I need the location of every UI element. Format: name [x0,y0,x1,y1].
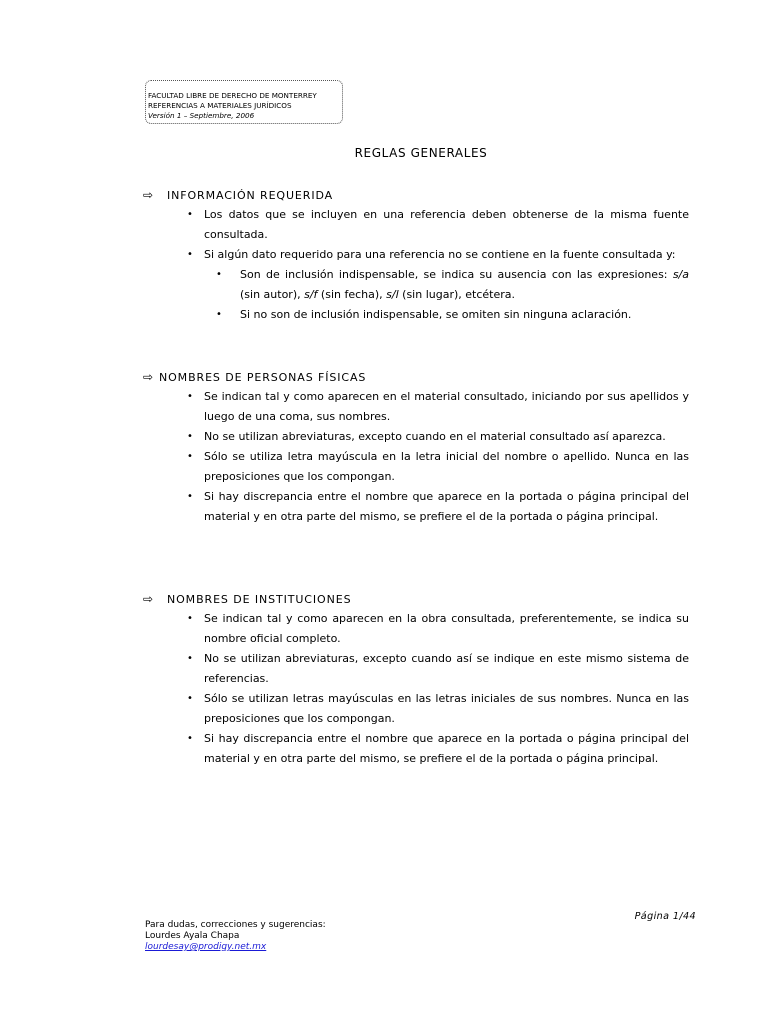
list-item: • Se indican tal y como aparecen en el material consultado, iniciando por sus apellidos y luego de una coma, sus nombres. [143,387,689,427]
list-item: • Si algún dato requerido para una referencia no se contiene en la fuente consultada y: [143,245,689,265]
list-item: • Los datos que se incluyen en una referencia deben obtenerse de la misma fuente consultada. [143,205,689,245]
page-title: REGLAS GENERALES [354,146,488,160]
sub-item-text: (sin autor), [240,288,305,301]
header-subject: REFERENCIAS A MATERIALES JURÍDICOS [148,101,292,110]
arrow-icon: ⇨ [143,370,154,384]
arrow-icon: ⇨ [143,592,154,606]
list-item: • Se indican tal y como aparecen en la obra consultada, preferentemente, se indica su nombre oficial completo. [143,609,689,649]
abbrev-sin-fecha: s/f [304,288,318,301]
header-version: Versión 1 – Septiembre, 2006 [148,111,255,120]
sub-item-text: (sin lugar), etcétera. [398,288,515,301]
arrow-icon: ⇨ [143,188,154,202]
section-informacion-requerida [143,185,689,325]
abbrev-sin-lugar: s/l [386,288,399,301]
document-header-box [145,80,343,124]
section-nombres-instituciones [143,589,689,769]
sub-item-text: (sin fecha), [317,288,387,301]
footer-contact [145,920,326,953]
section-heading [143,589,689,609]
contact-note: Para dudas, correcciones y sugerencias: [145,920,326,930]
list-item: • Si hay discrepancia entre el nombre que aparece en la portada o página principal del material y en otra parte del mismo, se prefiere el de la portada o página principal. [143,487,689,527]
header-institution: FACULTAD LIBRE DE DERECHO DE MONTERREY [148,91,317,100]
list-item: • Si hay discrepancia entre el nombre que aparece en la portada o página principal del material y en otra parte del mismo, se prefiere el de la portada o página principal. [143,729,689,769]
sub-item-text: Son de inclusión indispensable, se indica su ausencia con las expresiones: [240,268,673,281]
section-heading-text: NOMBRES DE INSTITUCIONES [167,593,352,606]
section-nombres-personas-fisicas [143,367,689,527]
section-heading [143,185,689,205]
contact-email-link[interactable]: lourdesay@prodigy.net.mx [145,942,267,952]
abbrev-sin-autor: s/a [672,268,689,281]
section-heading [143,367,689,387]
list-item: • No se utilizan abreviaturas, excepto cuando en el material consultado así aparezca. [143,427,689,447]
contact-name: Lourdes Ayala Chapa [145,931,240,941]
page-number: Página 1/44 [634,911,696,922]
sub-list-item: • Si no son de inclusión indispensable, se omiten sin ninguna aclaración. [143,305,689,325]
sub-list-item [143,265,689,305]
list-item: • Sólo se utilizan letras mayúsculas en las letras iniciales de sus nombres. Nunca en las preposiciones que los compongan. [143,689,689,729]
section-heading-text: NOMBRES DE PERSONAS FÍSICAS [159,371,367,384]
list-item: • Sólo se utiliza letra mayúscula en la letra inicial del nombre o apellido. Nunca en las preposiciones que los compongan. [143,447,689,487]
list-item: • No se utilizan abreviaturas, excepto cuando así se indique en este mismo sistema de referencias. [143,649,689,689]
section-heading-text: INFORMACIÓN REQUERIDA [167,189,334,202]
